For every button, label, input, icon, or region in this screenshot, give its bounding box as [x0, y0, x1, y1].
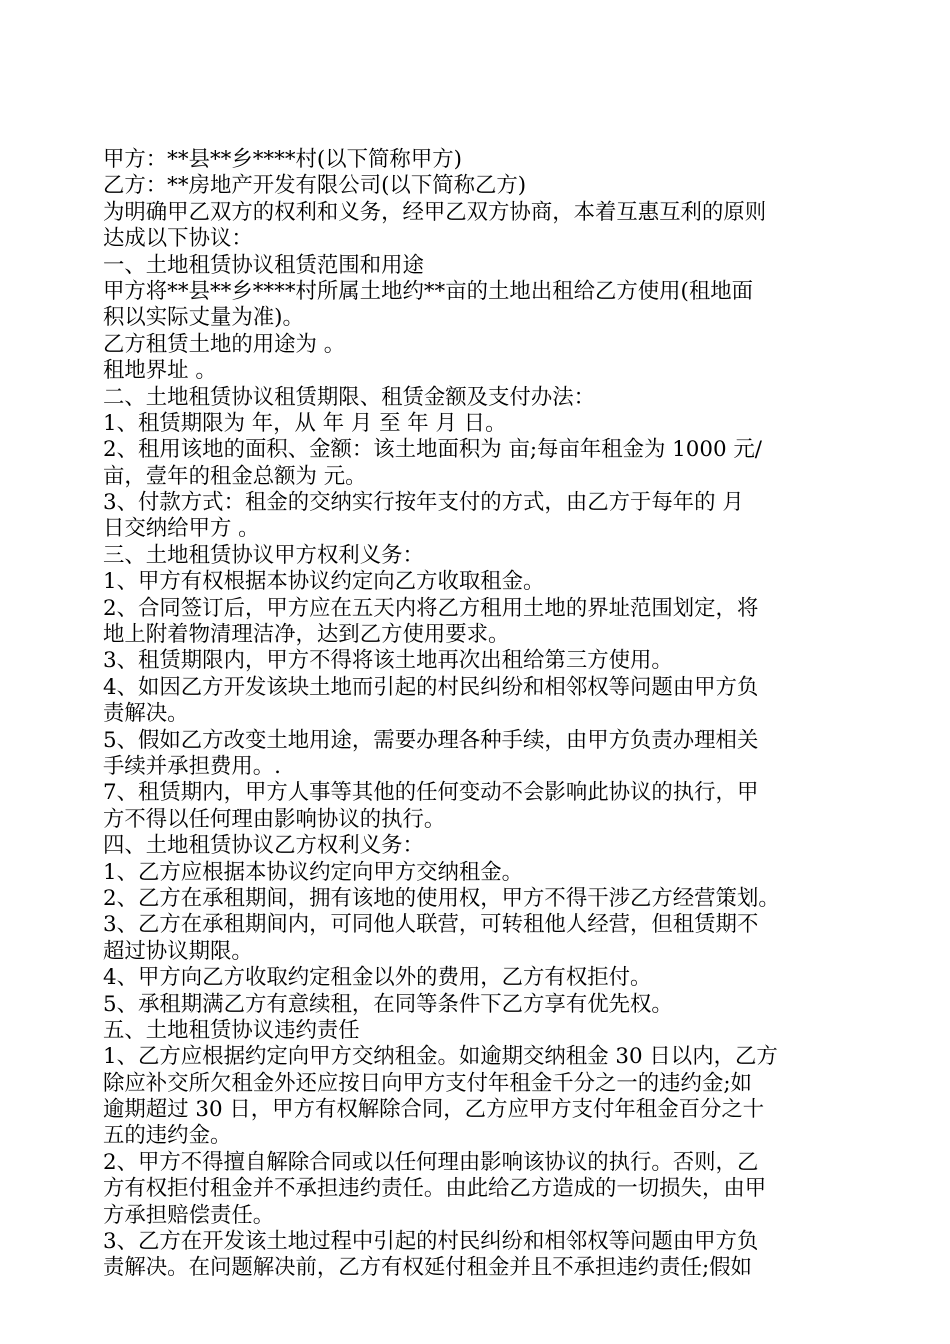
text-line: 1、乙方应根据约定向甲方交纳租金。如逾期交纳租金 30 日以内，乙方 [103, 1044, 778, 1070]
text-line: 方有权拒付租金并不承担违约责任。由此给乙方造成的一切损失，由甲 [103, 1176, 767, 1202]
text-line: 2、租用该地的面积、金额：该土地面积为 亩;每亩年租金为 1000 元/ [103, 437, 763, 463]
text-line: 方承担赔偿责任。 [103, 1202, 275, 1228]
text-line: 逾期超过 30 日，甲方有权解除合同，乙方应甲方支付年租金百分之十 [103, 1097, 765, 1123]
text-line: 4、如因乙方开发该块土地而引起的村民纠纷和相邻权等问题由甲方负 [103, 674, 759, 700]
text-line: 租地界址 。 [103, 358, 217, 384]
text-line: 5、承租期满乙方有意续租，在同等条件下乙方享有优先权。 [103, 991, 673, 1017]
text-line: 3、付款方式：租金的交纳实行按年支付的方式，由乙方于每年的 月 [103, 490, 744, 516]
text-line: 五的违约金。 [103, 1123, 232, 1149]
text-line: 责解决。在问题解决前，乙方有权延付租金并且不承担违约责任;假如 [103, 1255, 752, 1281]
text-line: 乙方租赁土地的用途为 。 [103, 331, 346, 357]
text-line: 二、土地租赁协议租赁期限、租赁金额及支付办法： [103, 384, 595, 410]
text-line: 2、乙方在承租期间，拥有该地的使用权，甲方不得干涉乙方经营策划。 [103, 885, 780, 911]
text-line: 2、合同签订后，甲方应在五天内将乙方租用土地的界址范围划定，将 [103, 595, 759, 621]
text-line: 超过协议期限。 [103, 938, 253, 964]
text-line: 地上附着物清理洁净，达到乙方使用要求。 [103, 622, 510, 648]
text-line: 7、租赁期内，甲方人事等其他的任何变动不会影响此协议的执行，甲 [103, 780, 759, 806]
text-line: 积以实际丈量为准)。 [103, 305, 304, 331]
text-line: 三、土地租赁协议甲方权利义务： [103, 542, 424, 568]
text-line: 日交纳给甲方 。 [103, 516, 260, 542]
text-line: 3、租赁期限内，甲方不得将该土地再次出租给第三方使用。 [103, 648, 673, 674]
text-line: 3、乙方在开发该土地过程中引起的村民纠纷和相邻权等问题由甲方负 [103, 1229, 759, 1255]
text-line: 2、甲方不得擅自解除合同或以任何理由影响该协议的执行。否则，乙 [103, 1149, 759, 1175]
text-line: 一、土地租赁协议租赁范围和用途 [103, 252, 424, 278]
text-line: 五、土地租赁协议违约责任 [103, 1017, 360, 1043]
text-line: 乙方：**房地产开发有限公司(以下简称乙方) [103, 173, 527, 199]
text-line: 甲方：**县**乡****村(以下简称甲方) [103, 147, 462, 172]
text-line: 3、乙方在承租期间内，可同他人联营，可转租他人经营，但租赁期不 [103, 912, 759, 938]
text-line: 亩，壹年的租金总额为 元。 [103, 463, 367, 489]
text-line: 1、乙方应根据本协议约定向甲方交纳租金。 [103, 859, 524, 885]
text-line: 1、甲方有权根据本协议约定向乙方收取租金。 [103, 569, 545, 595]
text-line: 方不得以任何理由影响协议的执行。 [103, 806, 446, 832]
text-line: 甲方将**县**乡****村所属土地约**亩的土地出租给乙方使用(租地面 [103, 278, 754, 304]
document-page [103, 147, 863, 1282]
text-line: 达成以下协议： [103, 226, 253, 252]
text-line: 四、土地租赁协议乙方权利义务： [103, 833, 424, 859]
text-line: 5、假如乙方改变土地用途，需要办理各种手续，由甲方负责办理相关 [103, 727, 759, 753]
text-line: 除应补交所欠租金外还应按日向甲方支付年租金千分之一的违约金;如 [103, 1070, 752, 1096]
text-line: 4、甲方向乙方收取约定租金以外的费用，乙方有权拒付。 [103, 965, 652, 991]
text-line: 责解决。 [103, 701, 189, 727]
text-line: 手续并承担费用。. [103, 753, 281, 779]
text-line: 为明确甲乙双方的权利和义务，经甲乙双方协商，本着互惠互利的原则 [103, 199, 767, 225]
text-line: 1、租赁期限为 年，从 年 月 至 年 月 日。 [103, 410, 507, 436]
